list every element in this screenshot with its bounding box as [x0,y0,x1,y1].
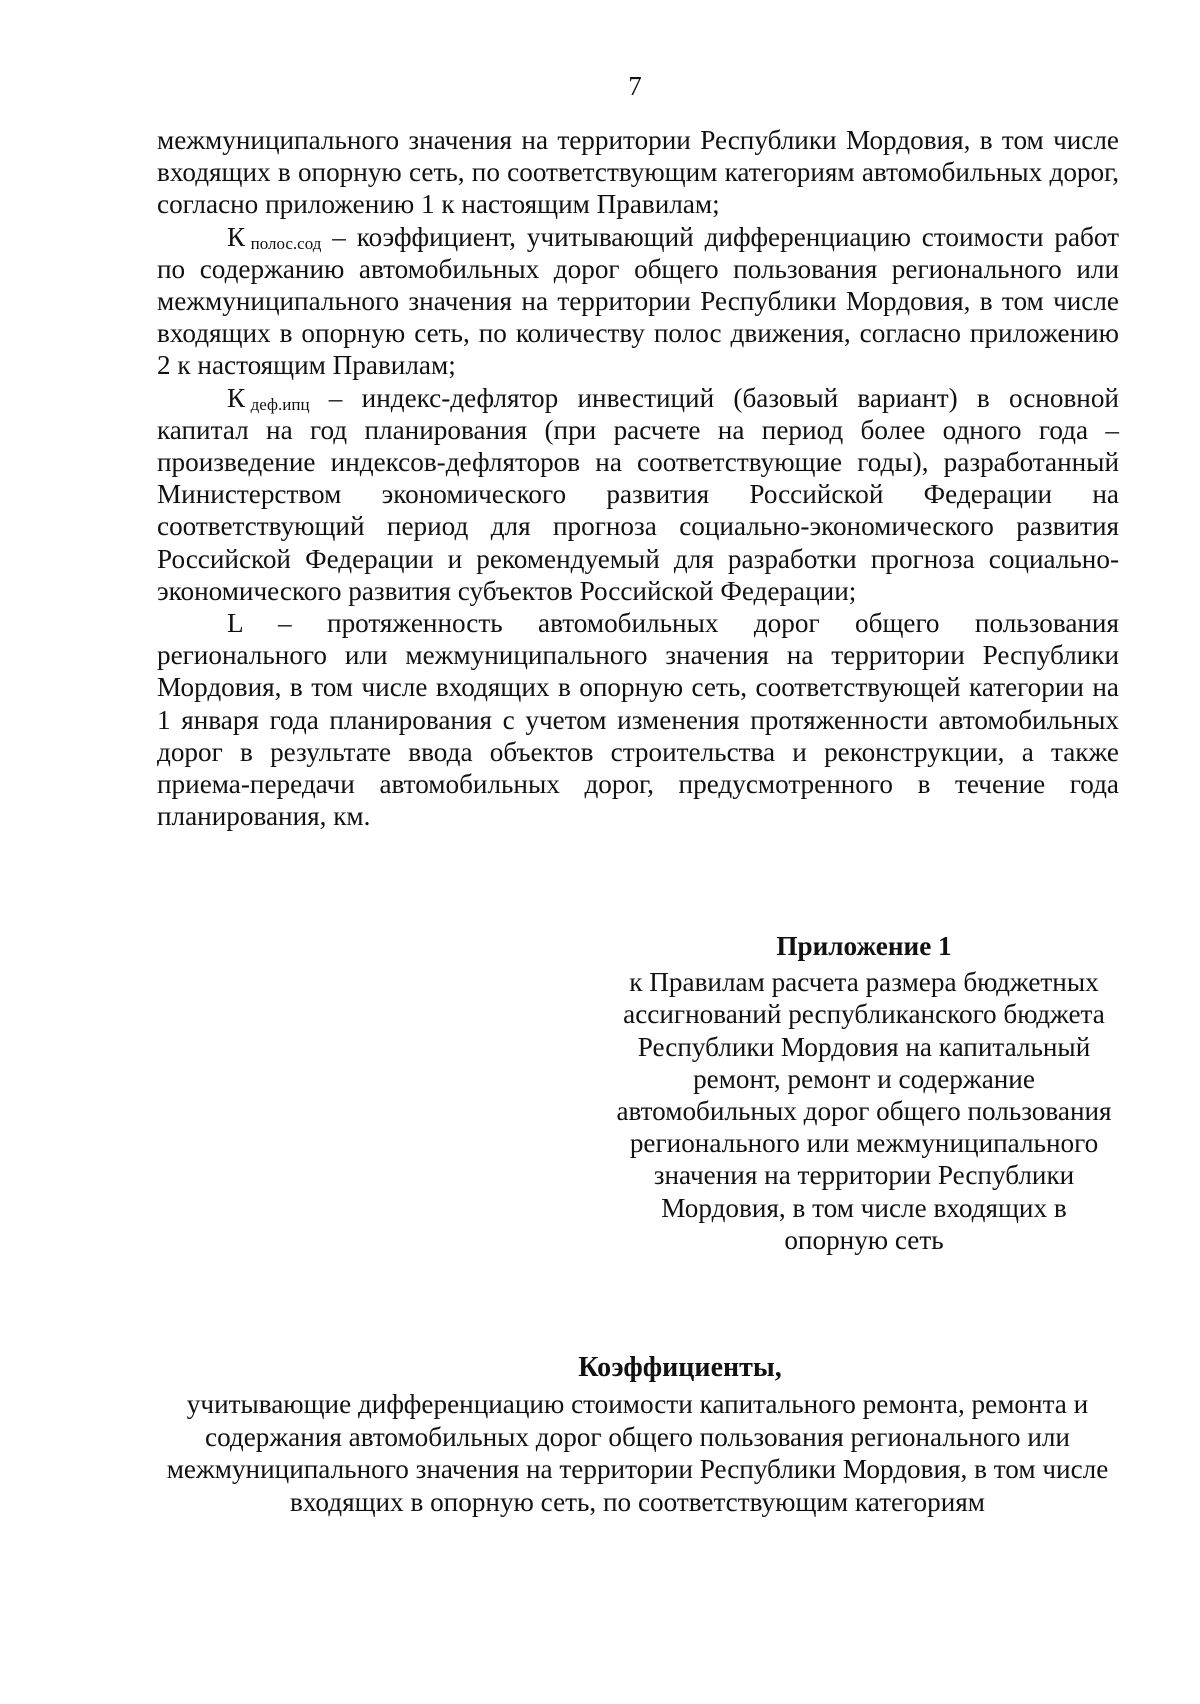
paragraph-text: – индекс-дефлятор инвестиций (базовый вариант) в основной капитал на год планирования (при расчете на период более одного года – произведение индексов-дефляторов на соответствующие годы), разработанный Министерством экономического развития Российской Федерации на соответствующий период для прогноза социально-экономического развития Российской Федерации и рекомендуемый для разработки прогноза социально-экономического развития субъектов Российской Федерации; [157,382,1119,606]
symbol-letter: К [227,382,246,413]
appendix-block [608,930,1120,1256]
appendix-title: Приложение 1 [776,931,952,961]
symbol-letter: К [227,221,246,252]
appendix-description: к Правилам расчета размера бюджетных ассигнований республиканского бюджета Республики Мордовия на капитальный ремонт, ремонт и содержание автомобильных дорог общего пользования регионального или межмуниципального значения на территории Республики Мордовия, в том числе входящих в опорную сеть [616,967,1112,1255]
page-number: 7 [628,71,642,101]
paragraph-text: – коэффициент, учитывающий дифференциацию стоимости работ по содержанию автомобильных дорог общего пользования регионального или межмуниципального значения на территории Республики Мордовия, в том числе входящих в опорную сеть, по количеству полос движения, согласно приложению 2 к настоящим Правилам; [157,221,1119,381]
paragraph-length [157,607,1119,832]
section-subtitle: учитывающие дифференциацию стоимости капитального ремонта, ремонта и содержания автомобильных дорог общего пользования регионального или межмуниципального значения на территории Республики Мордовия, в том числе входящих в опорную сеть, по соответствующим категориям [166,1389,1109,1517]
section-title: Коэффициенты, [578,1352,782,1383]
paragraph-k-def-ipc [157,382,1119,607]
symbol-subscript: полос.сод [250,233,322,253]
symbol-subscript: деф.ипц [250,394,310,414]
coefficient-symbol [227,383,310,413]
coefficient-symbol [227,222,321,252]
paragraph-continuation: межмуниципального значения на территории Республики Мордовия, в том числе входящих в опорную сеть, по соответствующим категориям автомобильных дорог, согласно приложению 1 к настоящим Правилам; [157,125,1119,220]
paragraph-k-polos-sod [157,221,1119,382]
body-text [157,124,1119,832]
length-symbol: L [227,608,243,639]
paragraph-text: – протяженность автомобильных дорог общего пользования регионального или межмуниципального значения на территории Республики Мордовия, в том числе входящих в опорную сеть, соответствующей категории на 1 января года планирования с учетом изменения протяженности автомобильных дорог в результате ввода объектов строительства и реконструкции, а также приема-передачи автомобильных дорог, предусмотренного в течение года планирования, км. [157,608,1119,832]
